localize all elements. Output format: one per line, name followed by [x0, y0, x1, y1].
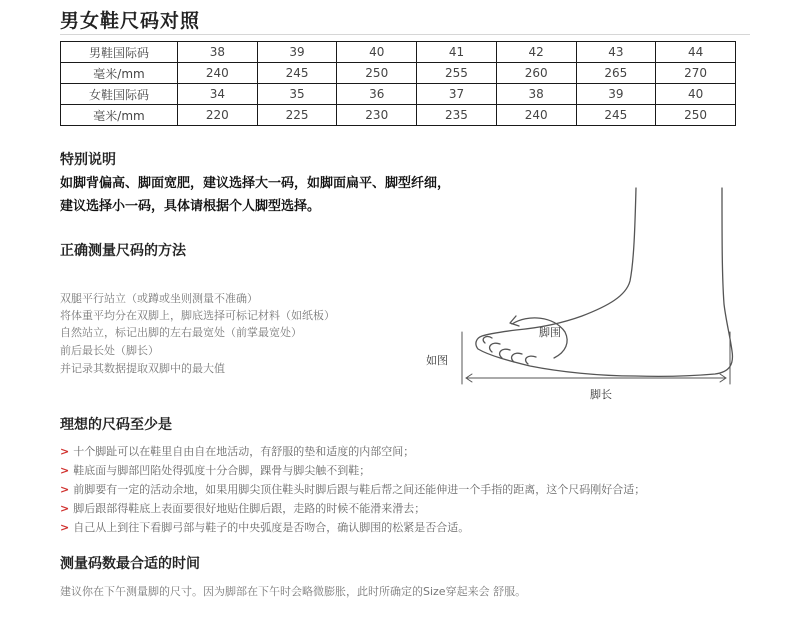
table-cell: 35	[257, 84, 337, 105]
red-arrow-icon: >	[60, 483, 70, 496]
table-row	[61, 42, 736, 63]
ideal-size-item: > 自己从上到往下看脚弓部与鞋子的中央弧度是否吻合，确认脚围的松紧是否合适。	[60, 521, 470, 534]
ideal-size-item: > 十个脚趾可以在鞋里自由自在地活动，有舒服的垫和适度的内部空间；	[60, 445, 415, 458]
ideal-size-item: > 鞋底面与脚部凹陷处得弧度十分合脚，踝骨与脚尖触不到鞋；	[60, 464, 371, 477]
table-cell: 220	[178, 105, 258, 126]
table-cell: 270	[656, 63, 736, 84]
row-header: 女鞋国际码	[61, 84, 178, 105]
table-cell: 240	[178, 63, 258, 84]
special-notes-heading: 特别说明	[60, 152, 116, 168]
foot-illustration	[430, 186, 750, 404]
toe-shape	[490, 343, 500, 352]
table-cell: 225	[257, 105, 337, 126]
size-chart-table	[60, 41, 736, 126]
special-notes-line: 建议选择小一码，具体请根据个人脚型选择。	[60, 199, 321, 214]
row-header: 男鞋国际码	[61, 42, 178, 63]
method-step: 自然站立，标记出脚的左右最宽处（前掌最宽处）	[60, 326, 302, 339]
table-cell: 41	[417, 42, 497, 63]
table-cell: 38	[496, 84, 576, 105]
method-step: 前后最长处（脚长）	[60, 344, 159, 357]
toe-shape	[500, 349, 510, 358]
table-cell: 37	[417, 84, 497, 105]
table-cell: 245	[576, 105, 656, 126]
row-header: 毫米/mm	[61, 105, 178, 126]
red-arrow-icon: >	[60, 521, 70, 534]
table-cell: 36	[337, 84, 417, 105]
table-cell: 40	[656, 84, 736, 105]
table-cell: 260	[496, 63, 576, 84]
diagram-side-label: 如图	[426, 354, 448, 367]
table-cell: 39	[576, 84, 656, 105]
ideal-size-item: > 前脚要有一定的活动余地，如果用脚尖顶住鞋头时脚后跟与鞋后帮之间还能伸进一个手指的距离，这个尺码刚好合适；	[60, 483, 646, 496]
length-label: 脚长	[590, 388, 612, 401]
table-cell: 265	[576, 63, 656, 84]
toe-shape	[526, 356, 536, 364]
method-step: 并记录其数据提取双脚中的最大值	[60, 362, 225, 375]
table-row	[61, 84, 736, 105]
title-divider	[60, 34, 750, 35]
table-cell: 40	[337, 42, 417, 63]
table-row	[61, 63, 736, 84]
table-cell: 39	[257, 42, 337, 63]
table-cell: 255	[417, 63, 497, 84]
red-arrow-icon: >	[60, 445, 70, 458]
measure-method-heading: 正确测量尺码的方法	[60, 243, 186, 259]
foot-outline	[476, 188, 733, 376]
table-cell: 245	[257, 63, 337, 84]
girth-label: 脚围	[539, 326, 561, 339]
red-arrow-icon: >	[60, 502, 70, 515]
table-cell: 230	[337, 105, 417, 126]
toe-shape	[512, 353, 522, 362]
toe-shape	[483, 337, 492, 343]
table-cell: 44	[656, 42, 736, 63]
table-cell: 250	[337, 63, 417, 84]
best-time-heading: 测量码数最合适的时间	[60, 556, 200, 572]
table-cell: 38	[178, 42, 258, 63]
special-notes-line: 如脚背偏高、脚面宽肥，建议选择大一码，如脚面扁平、脚型纤细，	[60, 176, 451, 191]
row-header: 毫米/mm	[61, 63, 178, 84]
method-step: 将体重平均分在双脚上，脚底选择可标记材料（如纸板）	[60, 309, 335, 322]
foot-measurement-diagram	[426, 186, 750, 404]
best-time-text: 建议你在下午测量脚的尺寸。因为脚部在下午时会略微膨胀，此时所确定的Size穿起来会 舒服。	[60, 585, 527, 598]
method-step: 双腿平行站立（或蹲或坐则测量不准确）	[60, 292, 258, 305]
table-row	[61, 105, 736, 126]
ideal-size-item: > 脚后跟部得鞋底上表面要很好地贴住脚后跟，走路的时候不能滑来滑去；	[60, 502, 426, 515]
table-cell: 235	[417, 105, 497, 126]
red-arrow-icon: >	[60, 464, 70, 477]
table-cell: 240	[496, 105, 576, 126]
table-cell: 43	[576, 42, 656, 63]
ideal-size-heading: 理想的尺码至少是	[60, 417, 172, 433]
table-cell: 34	[178, 84, 258, 105]
page-title: 男女鞋尺码对照	[60, 10, 201, 32]
table-cell: 42	[496, 42, 576, 63]
table-cell: 250	[656, 105, 736, 126]
